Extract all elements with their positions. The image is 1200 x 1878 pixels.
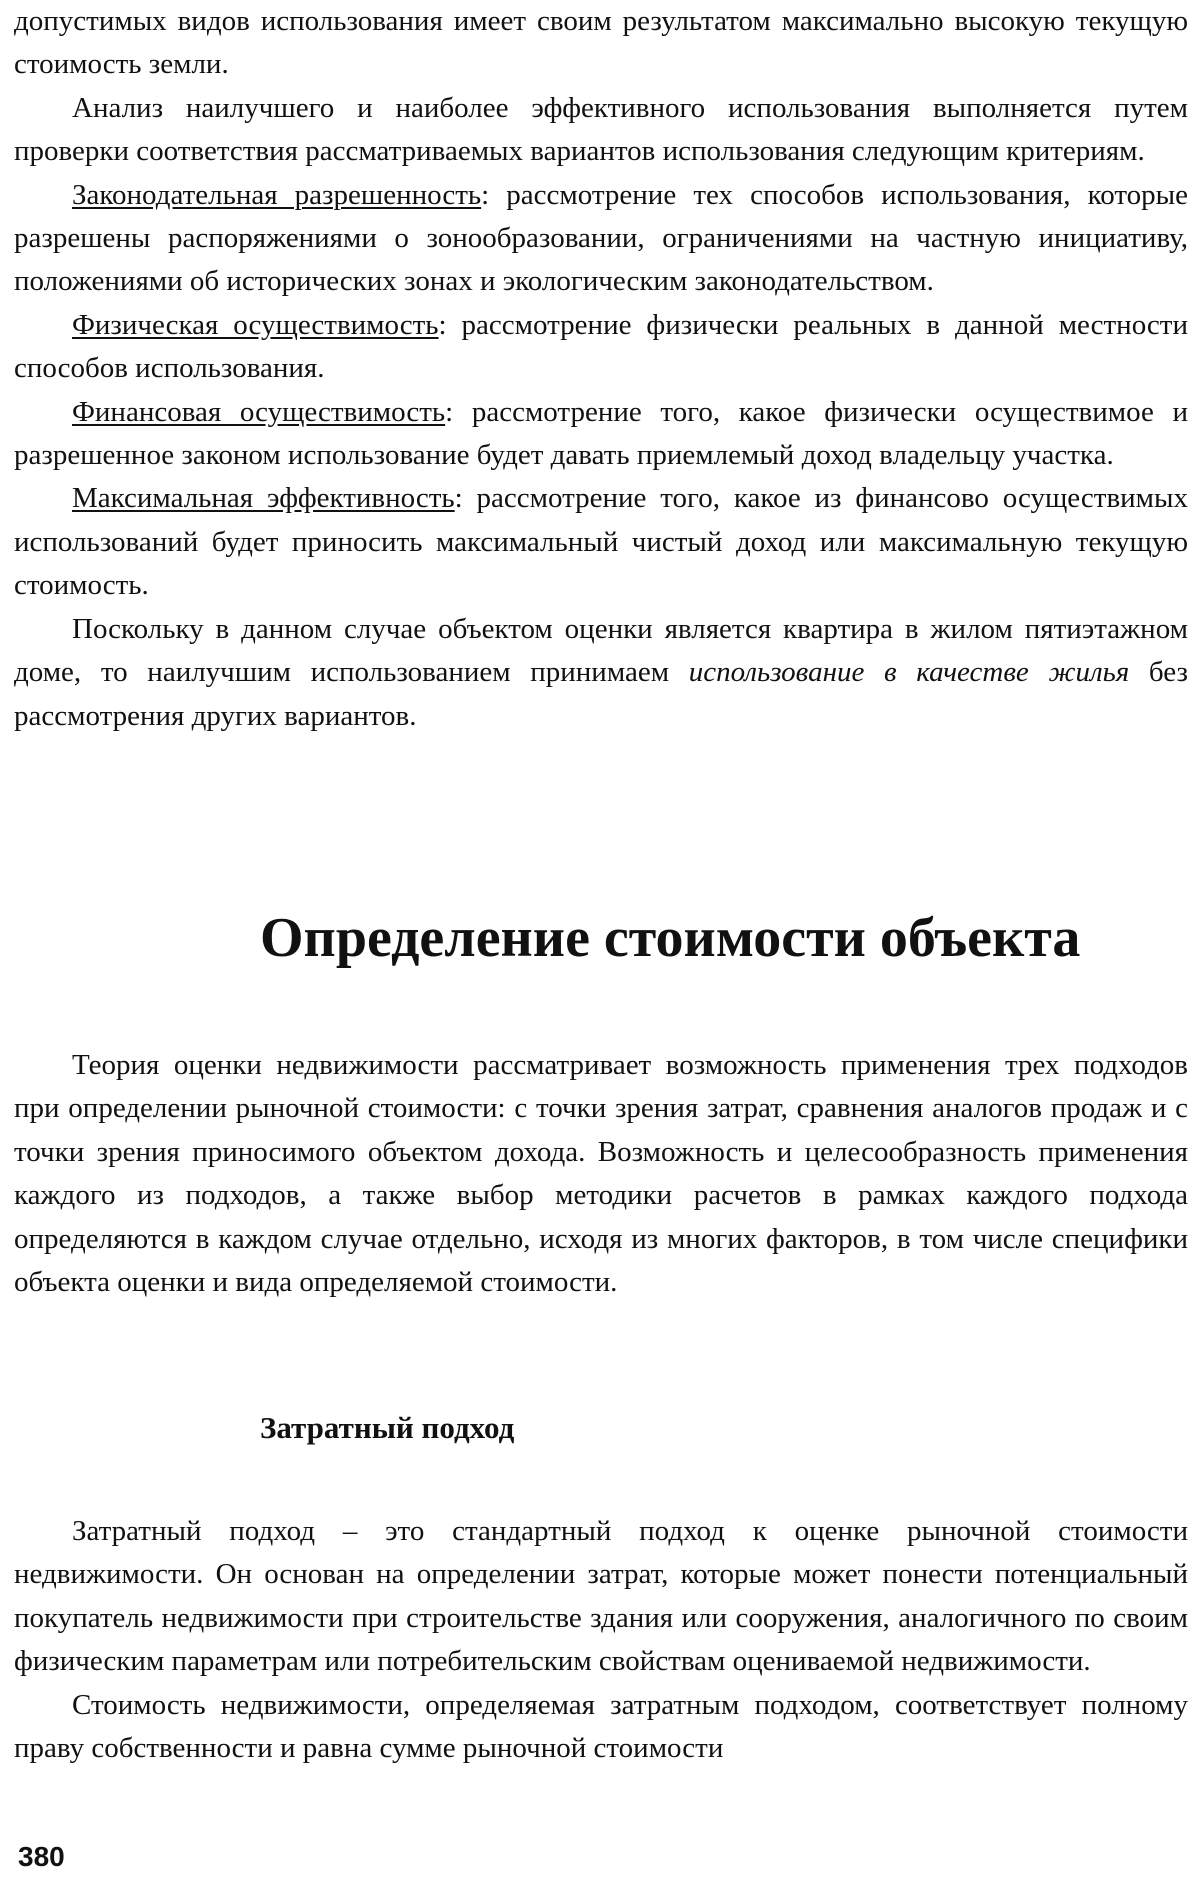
paragraph-theory: Теория оценки недвижимости рассматривает возможность применения трех подходов при определении рыночной стоимости: с точки зрения затрат, сравнения аналогов продаж и с точки зрения приносимого объектом дохода. Возможность и целесообразность применения каждого из подходов, а также выбор методики расчетов в рамках каждого подхода определяются в каждом случае отдельно, исходя из многих факторов, в том числе специфики объекта оценки и вида определяемой стоимости. <box>14 1049 1188 1299</box>
conclusion-text: Поскольку в данном случае объектом оценки является квартира в жилом пятиэтажном доме, то наилучшим использованием принимаем <box>14 612 1188 689</box>
term-legal: Законодательная разрешенность <box>72 178 482 211</box>
paragraph-legal <box>14 174 1188 304</box>
paragraph-analysis: Анализ наилучшего и наиболее эффективного использования выполняется путем проверки соответствия рассматриваемых вариантов использования следующим критериям. <box>14 91 1188 168</box>
paragraph-efficiency <box>14 477 1188 607</box>
term-efficiency-text: : рассмотрение того, какое из финансово осуществимых использований будет приносить максимальный чистый доход или максимальную текущую стоимость. <box>14 482 1188 602</box>
page-number: 380 <box>18 1841 65 1872</box>
term-efficiency: Максимальная эффективность <box>72 482 455 515</box>
subsection-text-block <box>14 1510 1188 1770</box>
subsection-heading: Затратный подход <box>260 1410 515 1445</box>
conclusion-italic: использование в качестве жилья <box>688 656 1130 689</box>
term-financial: Финансовая осуществимость <box>72 395 446 428</box>
section-intro-block <box>14 1044 1188 1304</box>
paragraph-financial <box>14 391 1188 478</box>
top-text-block <box>14 0 1188 738</box>
paragraph-continuation: допустимых видов использования имеет своим результатом максимально высокую текущую стоимость земли. <box>14 5 1188 81</box>
paragraph-physical <box>14 304 1188 391</box>
section-heading: Определение стоимости объекта <box>260 907 1081 969</box>
paragraph-cost-approach: Затратный подход – это стандартный подход к оценке рыночной стоимости недвижимости. Он основан на определении затрат, которые может понести потенциальный покупатель недвижимости при строительстве здания или сооружения, аналогичного по своим физическим параметрам или потребительским свойствам оцениваемой недвижимости. <box>14 1515 1188 1678</box>
term-physical: Физическая осуществимость <box>72 308 439 341</box>
paragraph-conclusion <box>14 608 1188 738</box>
conclusion-tail: без рассмотрения других вариантов. <box>14 656 1188 732</box>
term-legal-text: : рассмотрение тех способов использования, которые разрешены распоряжениями о зонообразовании, ограничениями на частную инициативу, положениями об исторических зонах и экологическим законодательством. <box>14 178 1188 298</box>
book-page <box>14 0 1188 1878</box>
paragraph-cost-value: Стоимость недвижимости, определяемая затратным подходом, соответствует полному праву собственности и равна сумме рыночной стоимости <box>14 1688 1188 1765</box>
term-financial-text: : рассмотрение того, какое физически осуществимое и разрешенное законом использование будет давать приемлемый доход владельцу участка. <box>14 395 1188 472</box>
term-physical-text: : рассмотрение физически реальных в данной местности способов использования. <box>14 308 1188 385</box>
